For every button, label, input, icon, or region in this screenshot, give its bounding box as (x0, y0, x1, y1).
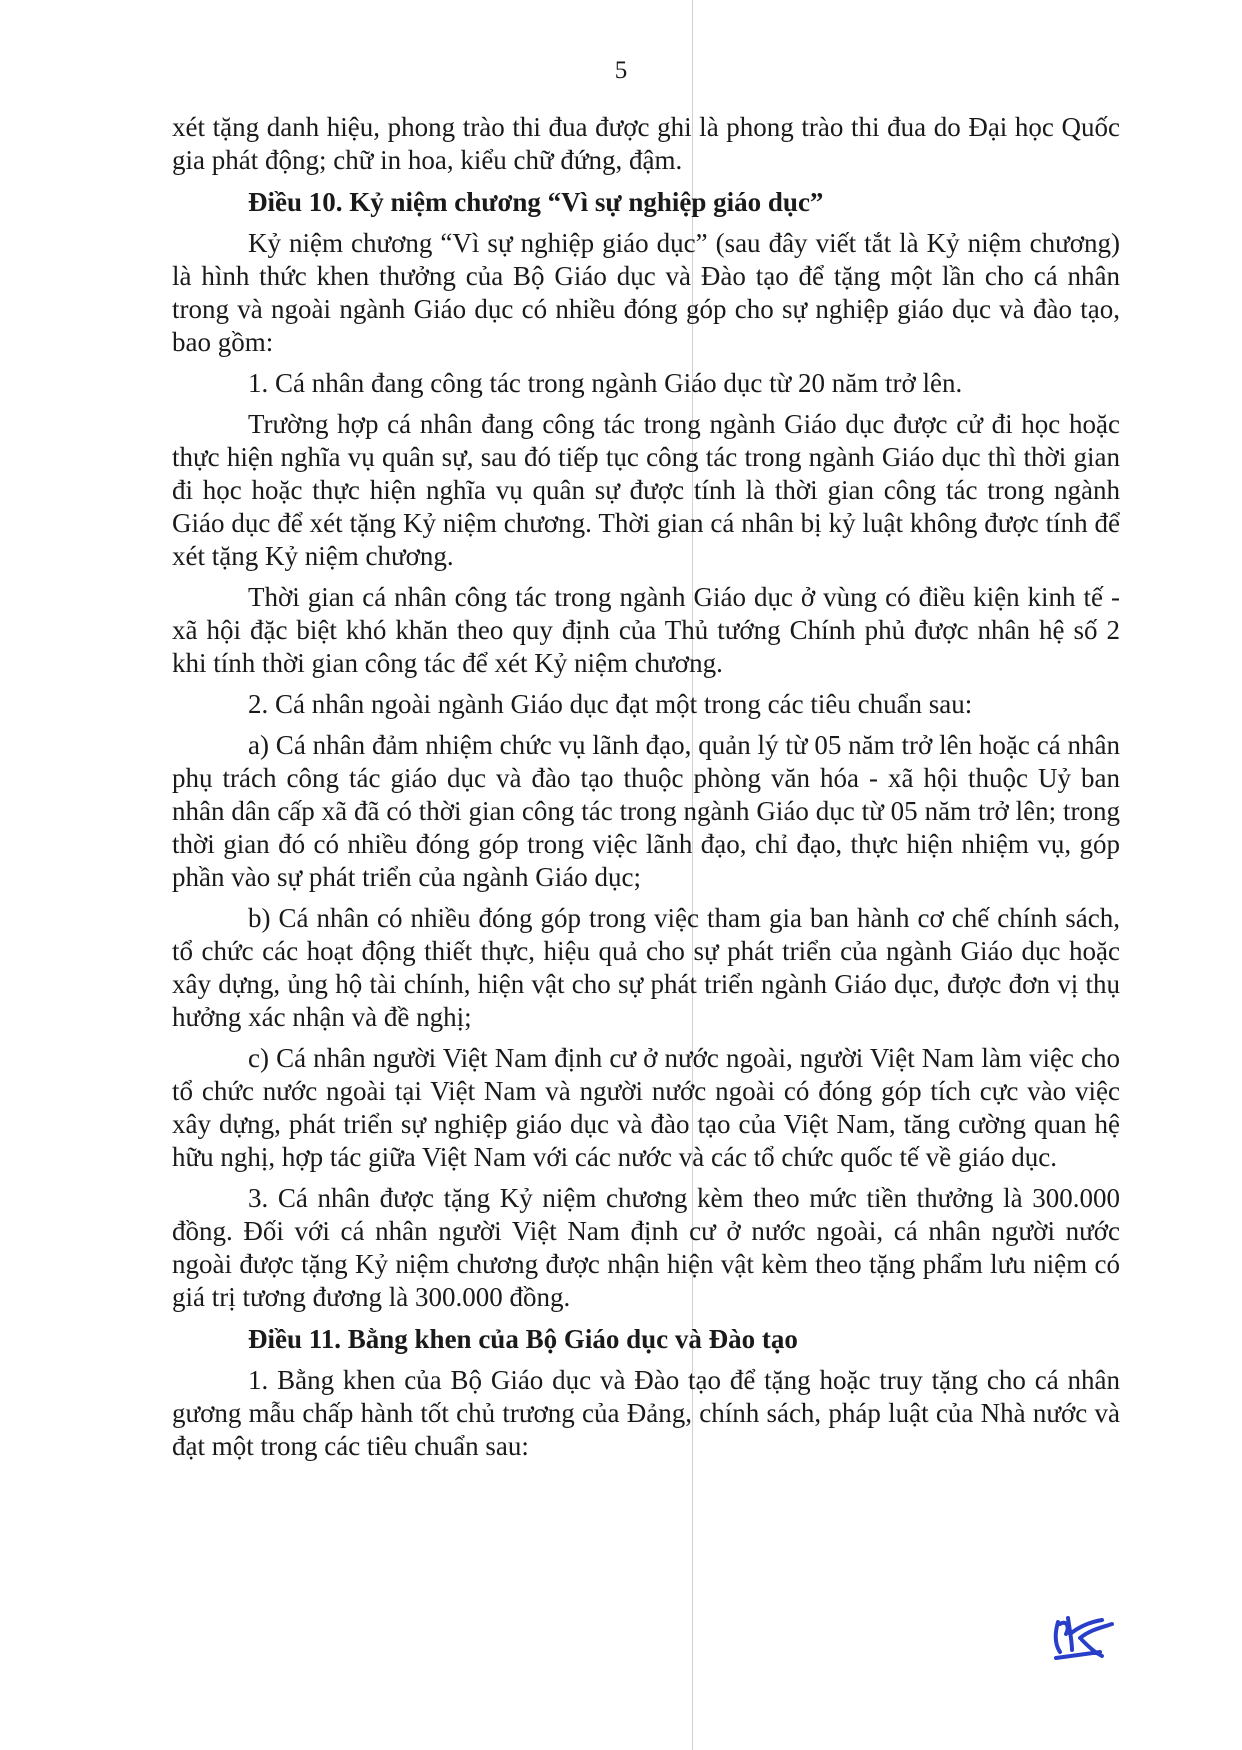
article-10-intro: Kỷ niệm chương “Vì sự nghiệp giáo dục” (sau đây viết tắt là Kỷ niệm chương) là hình thức khen thưởng của Bộ Giáo dục và Đào tạo để tặng một lần cho cá nhân trong và ngoài ngành Giáo dục có nhiều đóng góp cho sự nghiệp giáo dục và đào tạo, bao gồm: (172, 228, 1120, 357)
article-10-item-2c: c) Cá nhân người Việt Nam định cư ở nước ngoài, người Việt Nam làm việc cho tổ chức nước ngoài tại Việt Nam và người nước ngoài có đóng góp tích cực vào việc xây dựng, phát triển sự nghiệp giáo dục và đào tạo của Việt Nam, tăng cường quan hệ hữu nghị, hợp tác giữa Việt Nam với các nước và các tổ chức quốc tế về giáo dục. (172, 1043, 1120, 1172)
article-10-item-1-paragraph-3: Thời gian cá nhân công tác trong ngành Giáo dục ở vùng có điều kiện kinh tế - xã hội đặc biệt khó khăn theo quy định của Thủ tướng Chính phủ được nhân hệ số 2 khi tính thời gian công tác để xét Kỷ niệm chương. (172, 582, 1120, 678)
article-10-item-2b: b) Cá nhân có nhiều đóng góp trong việc tham gia ban hành cơ chế chính sách, tổ chức các hoạt động thiết thực, hiệu quả cho sự phát triển của ngành Giáo dục hoặc xây dựng, ủng hộ tài chính, hiện vật cho sự phát triển ngành Giáo dục, được đơn vị thụ hưởng xác nhận và đề nghị; (172, 903, 1120, 1032)
page-number: 5 (614, 57, 628, 84)
article-10-item-2: 2. Cá nhân ngoài ngành Giáo dục đạt một trong các tiêu chuẩn sau: (248, 689, 973, 719)
handwritten-initials-icon (1050, 1612, 1120, 1664)
article-10-item-1-paragraph-2: Trường hợp cá nhân đang công tác trong ngành Giáo dục được cử đi học hoặc thực hiện nghĩa vụ quân sự, sau đó tiếp tục công tác trong ngành Giáo dục thì thời gian đi học hoặc thực hiện nghĩa vụ quân sự được tính là thời gian công tác trong ngành Giáo dục để xét tặng Kỷ niệm chương. Thời gian cá nhân bị kỷ luật không được tính để xét tặng Kỷ niệm chương. (172, 409, 1120, 571)
article-10-item-3: 3. Cá nhân được tặng Kỷ niệm chương kèm theo mức tiền thưởng là 300.000 đồng. Đối với cá nhân người Việt Nam định cư ở nước ngoài, cá nhân người nước ngoài được tặng Kỷ niệm chương được nhận hiện vật kèm theo tặng phẩm lưu niệm có giá trị tương đương là 300.000 đồng. (172, 1183, 1120, 1312)
article-10-item-1: 1. Cá nhân đang công tác trong ngành Giáo dục từ 20 năm trở lên. (248, 368, 963, 398)
article-10-heading: Điều 10. Kỷ niệm chương “Vì sự nghiệp giáo dục” (248, 187, 824, 217)
article-10-item-2a: a) Cá nhân đảm nhiệm chức vụ lãnh đạo, quản lý từ 05 năm trở lên hoặc cá nhân phụ trách công tác giáo dục và đào tạo thuộc phòng văn hóa - xã hội thuộc Uỷ ban nhân dân cấp xã đã có thời gian công tác trong ngành Giáo dục từ 05 năm trở lên; trong thời gian đó có nhiều đóng góp trong việc lãnh đạo, chỉ đạo, thực hiện nhiệm vụ, góp phần vào sự phát triển của ngành Giáo dục; (172, 730, 1120, 892)
article-11-item-1: 1. Bằng khen của Bộ Giáo dục và Đào tạo để tặng hoặc truy tặng cho cá nhân gương mẫu chấp hành tốt chủ trương của Đảng, chính sách, pháp luật của Nhà nước và đạt một trong các tiêu chuẩn sau: (172, 1365, 1120, 1461)
document-body (172, 111, 1120, 1463)
paragraph-continuation: xét tặng danh hiệu, phong trào thi đua được ghi là phong trào thi đua do Đại học Quốc gia phát động; chữ in hoa, kiểu chữ đứng, đậm. (172, 112, 1120, 175)
article-11-heading: Điều 11. Bằng khen của Bộ Giáo dục và Đào tạo (248, 1324, 798, 1354)
